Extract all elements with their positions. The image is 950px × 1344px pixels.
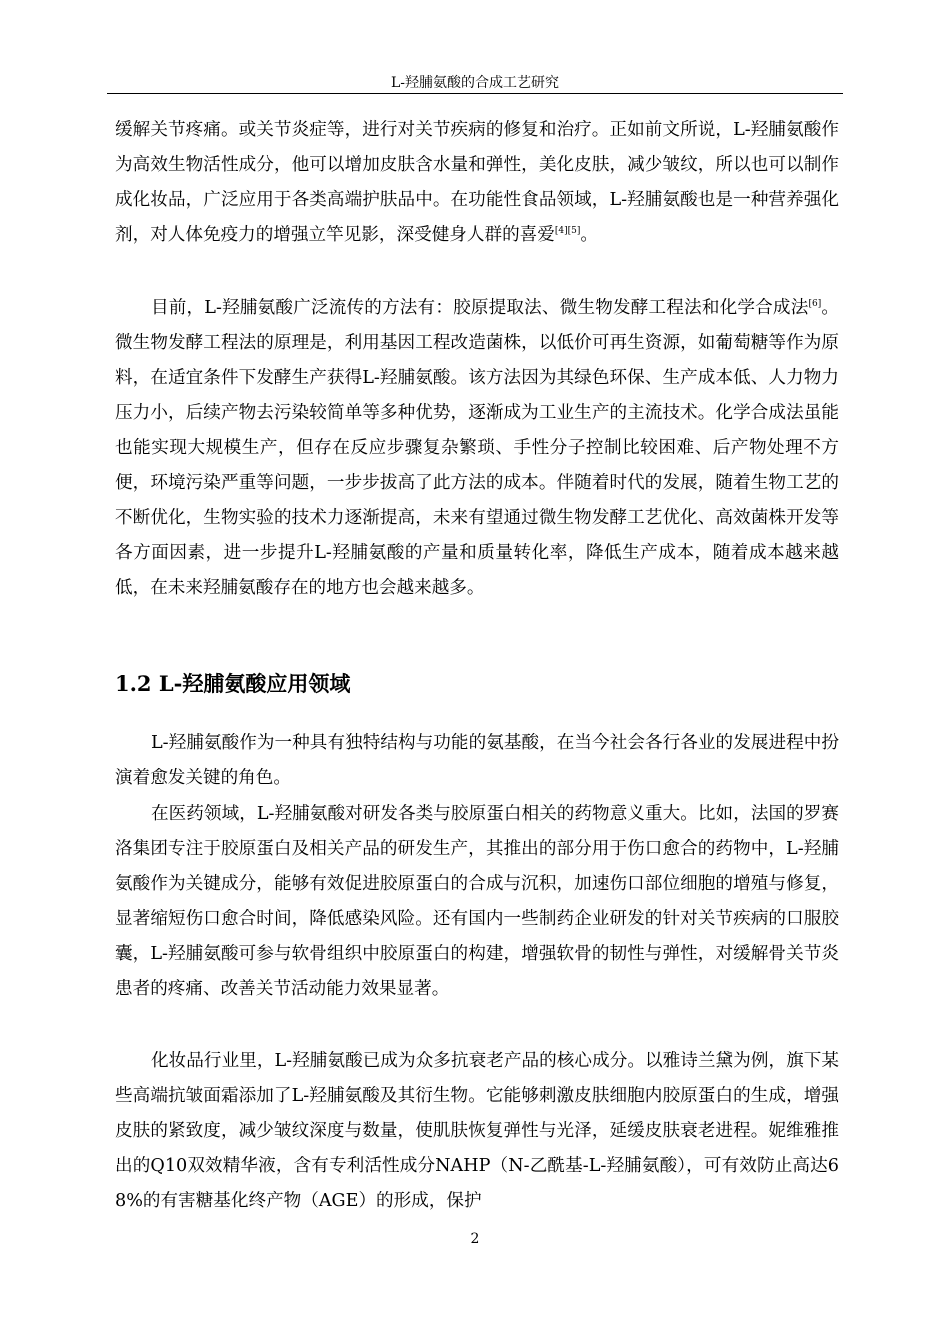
page-number: 2	[470, 1231, 480, 1247]
section-heading: 1.2 L-羟脯氨酸应用领域	[115, 671, 351, 696]
paragraph-text-rest: 。微生物发酵工程法的原理是，利用基因工程改造菌株，以低价可再生资源，如葡萄糖等作为原料，在适宜条件下发酵生产获得L-羟脯氨酸。该方法因为其绿色环保、生产成本低、人力物力压力小，后续产物去污染较简单等多种优势，逐渐成为工业生产的主流技术。化学合成法虽能也能实现大规模生产，但存在反应步骤复杂繁琐、手性分子控制比较困难、后产物处理不方便，环境污染严重等问题，一步步拔高了此方法的成本。伴随着时代的发展，随着生物工艺的不断优化，生物实验的技术力逐渐提高，未来有望通过微生物发酵工艺优化、高效菌株开发等各方面因素，进一步提升L-羟脯氨酸的产量和质量转化率，降低生产成本，随着成本越来越低，在未来羟脯氨酸存在的地方也会越来越多。	[115, 298, 839, 598]
paragraph-intro: L-羟脯氨酸作为一种具有独特结构与功能的氨基酸，在当今社会各行各业的发展进程中扮演着愈发关键的角色。	[115, 733, 839, 788]
header-divider	[107, 93, 843, 94]
paragraph-medicine: 在医药领域，L-羟脯氨酸对研发各类与胶原蛋白相关的药物意义重大。比如，法国的罗赛洛集团专注于胶原蛋白及相关产品的研发生产，其推出的部分用于伤口愈合的药物中，L-羟脯氨酸作为关键成分，能够有效促进胶原蛋白的合成与沉积，加速伤口部位细胞的增殖与修复，显著缩短伤口愈合时间，降低感染风险。还有国内一些制药企业研发的针对关节疾病的口服胶囊，L-羟脯氨酸可参与软骨组织中胶原蛋白的构建，增强软骨的韧性与弹性，对缓解骨关节炎患者的疼痛、改善关节活动能力效果显著。	[115, 804, 839, 999]
paragraph-continuation	[115, 113, 839, 253]
paragraph-text: 缓解关节疼痛。或关节炎症等，进行对关节疾病的修复和治疗。正如前文所说，L-羟脯氨酸作为高效生物活性成分，他可以增加皮肤含水量和弹性，美化皮肤，减少皱纹，所以也可以制作成化妆品，广泛应用于各类高端护肤品中。在功能性食品领域，L-羟脯氨酸也是一种营养强化剂，对人体免疫力的增强立竿见影，深受健身人群的喜爱	[115, 120, 839, 245]
paragraph-text: 目前，L-羟脯氨酸广泛流传的方法有：胶原提取法、微生物发酵工程法和化学合成法	[151, 298, 809, 318]
paragraph-text-end: 。	[580, 225, 598, 245]
citation-ref: [6]	[808, 299, 822, 310]
citation-ref: [4][5]	[554, 226, 581, 237]
running-header: L-羟脯氨酸的合成工艺研究	[390, 75, 560, 91]
paragraph-cosmetics: 化妆品行业里，L-羟脯氨酸已成为众多抗衰老产品的核心成分。以雅诗兰黛为例，旗下某些高端抗皱面霜添加了L-羟脯氨酸及其衍生物。它能够刺激皮肤细胞内胶原蛋白的生成，增强皮肤的紧致度，减少皱纹深度与数量，使肌肤恢复弹性与光泽，延缓皮肤衰老进程。妮维雅推出的Q10双效精华液，含有专利活性成分NAHP（N-乙酰基-L-羟脯氨酸），可有效防止高达68%的有害糖基化终产物（AGE）的形成，保护	[115, 1051, 839, 1211]
paragraph-methods	[115, 291, 839, 606]
